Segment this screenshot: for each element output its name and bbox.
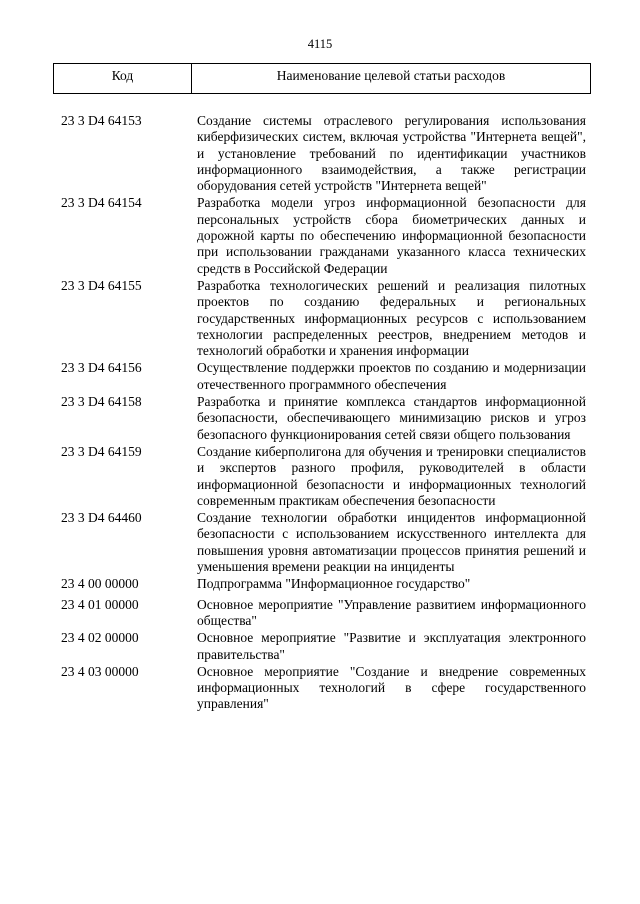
table-row (0, 576, 640, 592)
table-row (0, 360, 640, 393)
row-name: Создание технологии обработки инцидентов информационной безопасности с использованием искусственного интеллекта для повышения уровня автоматизации процессов принятия решений и уменьшения времени реакции на инциденты (197, 510, 586, 575)
table-row (0, 597, 640, 630)
table-row (0, 113, 640, 194)
table-row (0, 630, 640, 663)
table-row (0, 195, 640, 276)
row-name: Основное мероприятие "Создание и внедрение современных информационных технологий в сфере государственного управления" (197, 663, 586, 712)
row-code: 23 4 03 00000 (61, 663, 139, 679)
row-code: 23 4 00 00000 (61, 576, 139, 592)
row-name: Основное мероприятие "Управление развитием информационного общества" (197, 596, 586, 628)
row-code: 23 3 D4 64154 (61, 195, 142, 211)
row-code: 23 4 02 00000 (61, 630, 139, 646)
table-body (0, 113, 640, 714)
row-name: Разработка модели угроз информационной безопасности для персональных устройств сбора биометрических данных и дорожной карты по обеспечению информационной безопасности при использовании гражданами указанного класса технических средств в Российской Федерации (197, 195, 586, 276)
row-code: 23 3 D4 64460 (61, 510, 142, 526)
row-name: Разработка и принятие комплекса стандартов информационной безопасности, обеспечивающего минимизацию рисков и угроз безопасного функционирования сетей связи общего пользования (197, 394, 586, 442)
row-name: Подпрограмма "Информационное государство" (197, 576, 471, 592)
row-name: Осуществление поддержки проектов по созданию и модернизации отечественного программного обеспечения (197, 360, 586, 392)
table-header (53, 63, 591, 94)
table-row (0, 664, 640, 713)
table-row (0, 444, 640, 509)
row-code: 23 3 D4 64159 (61, 443, 142, 459)
table-row (0, 278, 640, 359)
row-code: 23 3 D4 64155 (61, 277, 142, 293)
row-code: 23 3 D4 64153 (61, 113, 142, 128)
header-code: Код (54, 64, 192, 93)
row-name: Основное мероприятие "Развитие и эксплуатация электронного правительства" (197, 630, 586, 662)
row-code: 23 3 D4 64156 (61, 360, 142, 376)
row-name: Создание системы отраслевого регулирования использования киберфизических систем, включая устройства "Интернета вещей", и установление требований по идентификации участников информационного взаимодействия, а также регистрации оборудования сетей устройств "Интернета вещей" (197, 113, 586, 194)
header-name: Наименование целевой статьи расходов (276, 68, 506, 83)
table-row (0, 394, 640, 443)
table-row (0, 510, 640, 575)
row-name: Разработка технологических решений и реализация пилотных проектов по созданию федеральных и региональных государственных информационных ресурсов с использованием технологии распределенных реестров, внедрением методов и технологий обработки и хранения информации (197, 277, 586, 359)
page-number: 4115 (307, 37, 333, 51)
row-code: 23 3 D4 64158 (61, 394, 142, 410)
row-name: Создание киберполигона для обучения и тренировки специалистов и экспертов разного профиля, руководителей в области информационной безопасности и информационных технологий современным практикам обеспечения безопасности (197, 443, 586, 508)
row-code: 23 4 01 00000 (61, 596, 139, 612)
